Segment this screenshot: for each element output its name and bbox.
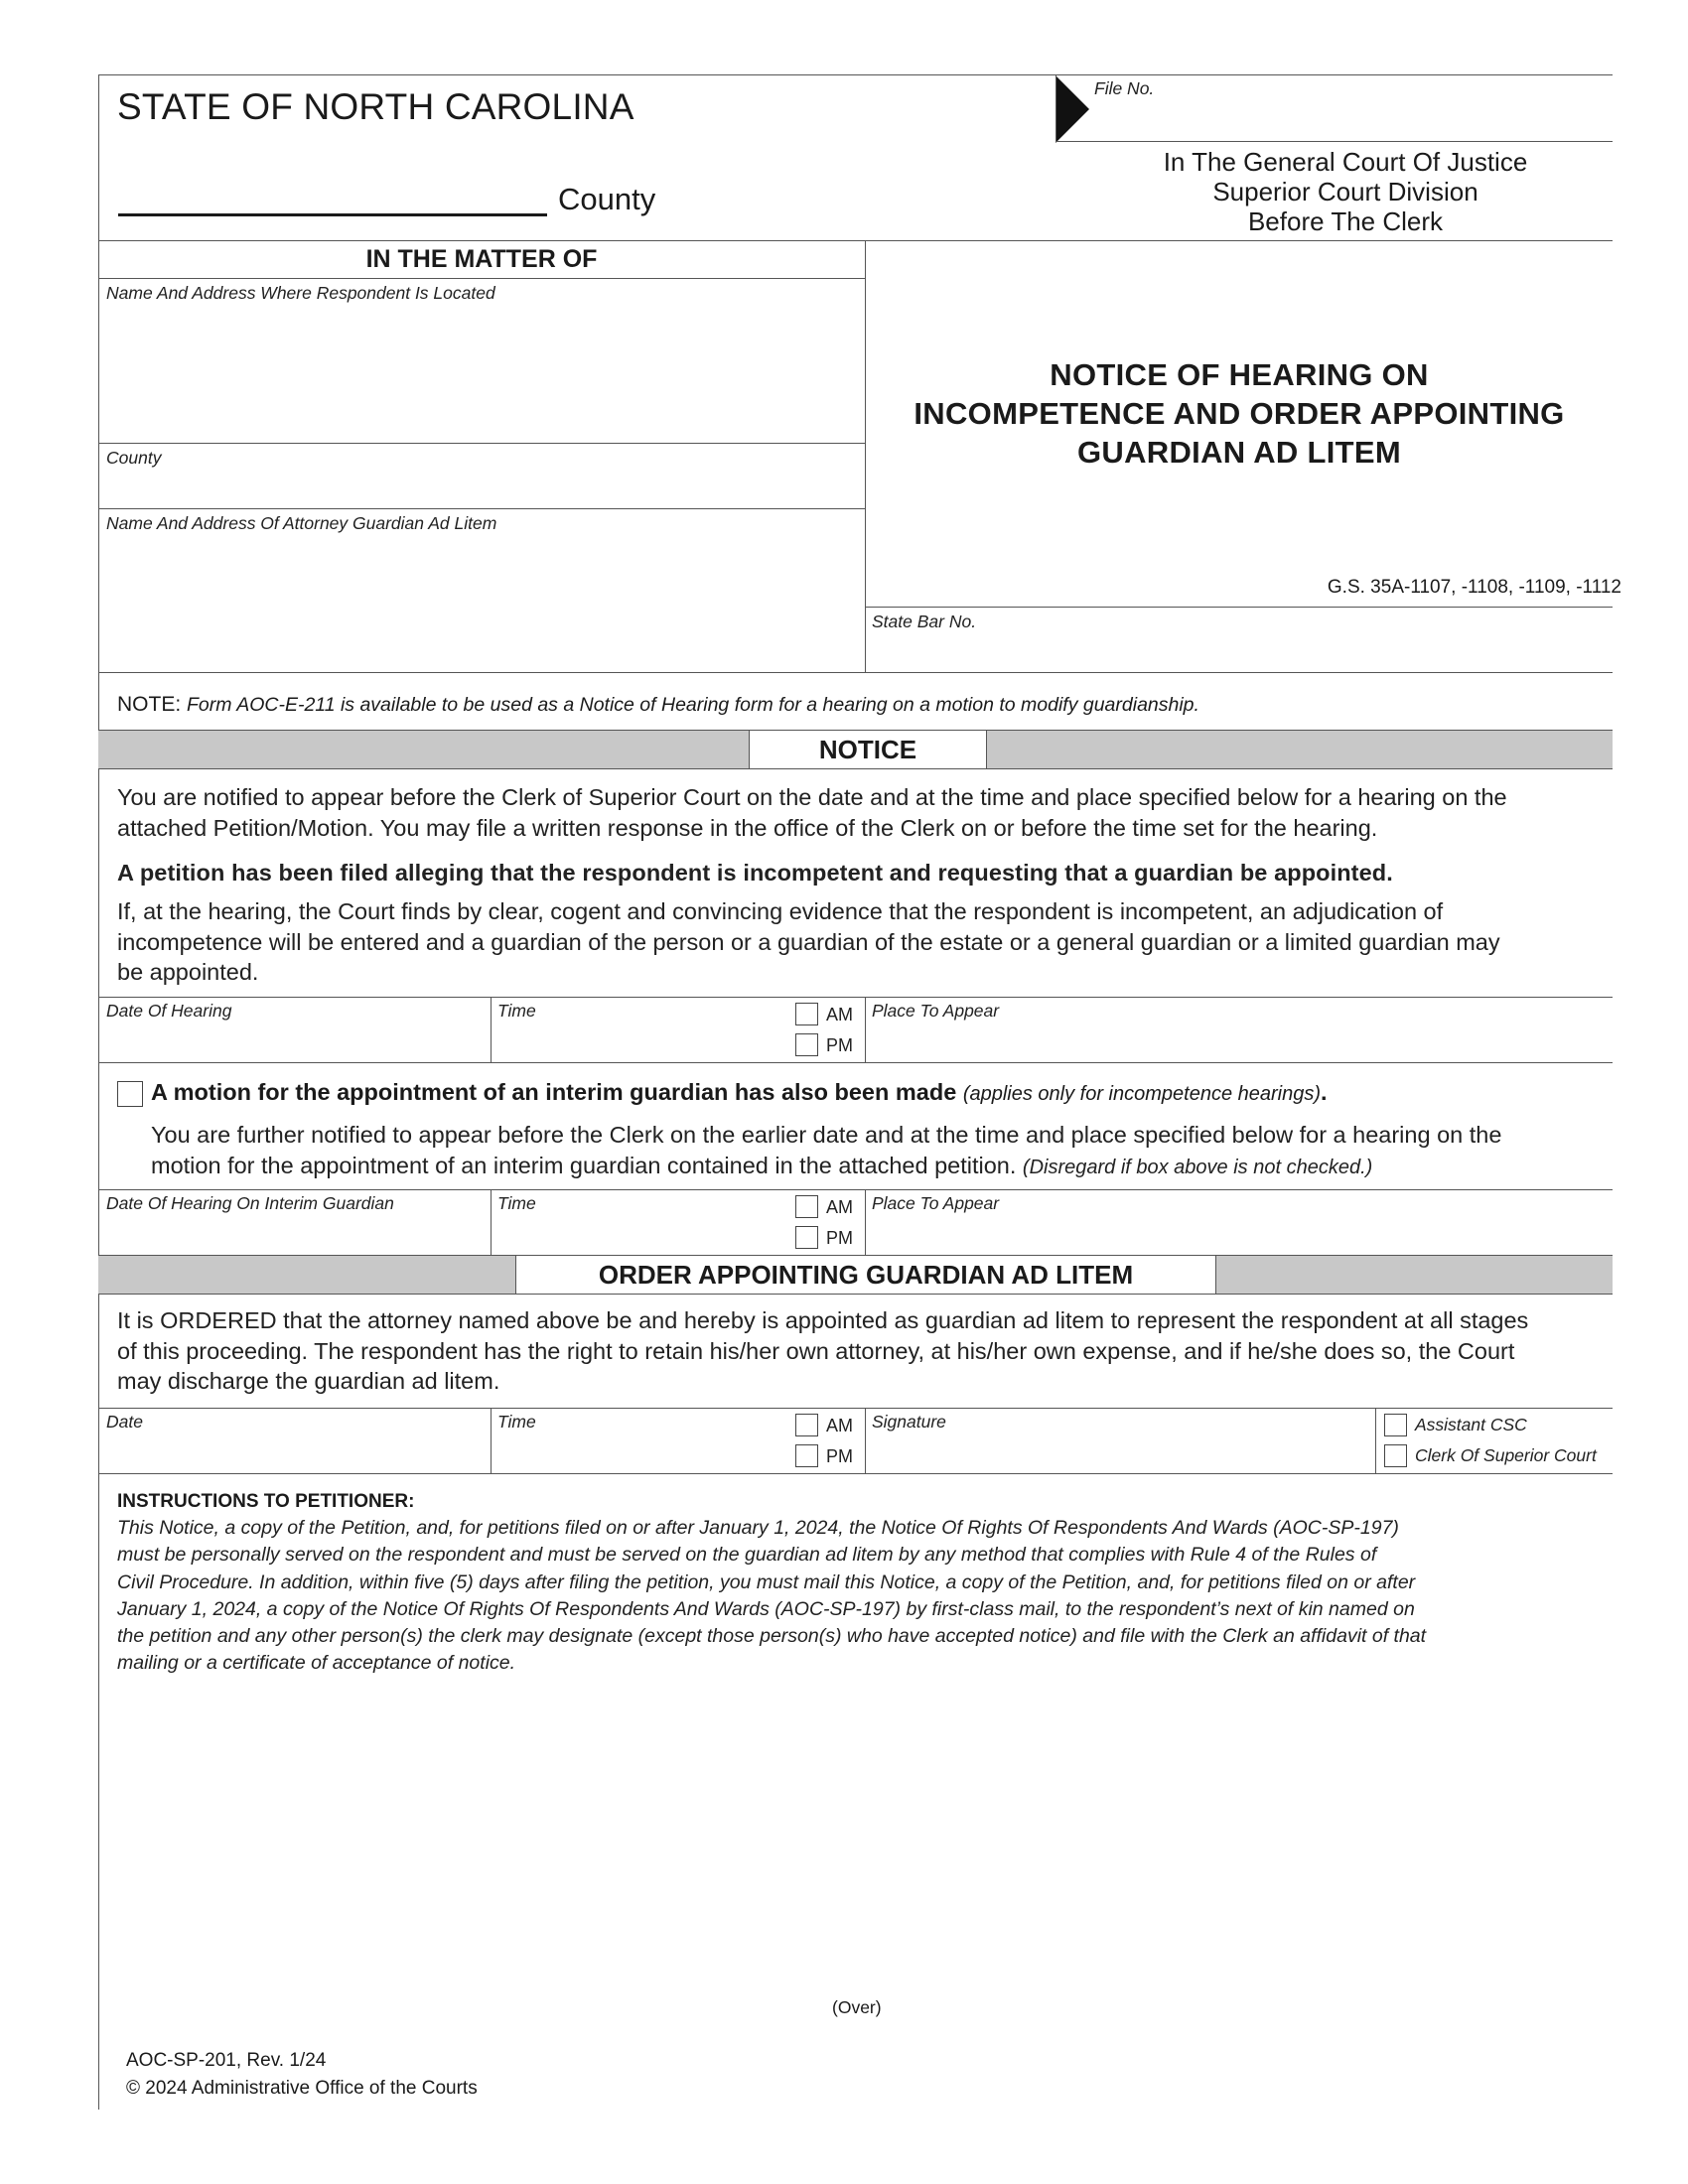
matter-bottom-rule bbox=[98, 672, 1613, 673]
order-pm-label: PM bbox=[826, 1446, 853, 1466]
note-line bbox=[117, 693, 1199, 717]
matter-heading: IN THE MATTER OF bbox=[365, 245, 598, 273]
matter-county-label: County bbox=[106, 448, 162, 468]
hearing-pm-label: PM bbox=[826, 1035, 853, 1055]
copyright: © 2024 Administrative Office of the Courts bbox=[126, 2078, 478, 2099]
file-no-arrow-icon bbox=[1055, 75, 1089, 143]
interim-para bbox=[151, 1120, 1606, 1182]
form-title-line-1: NOTICE OF HEARING ON bbox=[1050, 357, 1429, 392]
interim-pm-label: PM bbox=[826, 1228, 853, 1248]
hearing-row-div-1 bbox=[491, 997, 492, 1062]
hearing-row-bottom-rule bbox=[98, 1062, 1613, 1063]
form-title-line-2: INCOMPETENCE AND ORDER APPOINTING bbox=[914, 396, 1565, 431]
interim-time-input[interactable] bbox=[497, 1217, 785, 1251]
order-signature-input[interactable] bbox=[872, 1435, 1368, 1469]
county-underline bbox=[118, 213, 547, 216]
notice-para-1 bbox=[117, 782, 1607, 843]
hearing-row-div-2 bbox=[865, 997, 866, 1062]
instructions-line-1: This Notice, a copy of the Petition, and, for petitions filed on or after January 1, 2024, the Notice Of Rights Of Respondents And Wards (AOC-SP-197) bbox=[117, 1517, 1399, 1539]
county-name-input[interactable] bbox=[118, 179, 547, 212]
hearing-date-label: Date Of Hearing bbox=[106, 1001, 232, 1021]
matter-county-bottom-rule bbox=[98, 508, 865, 509]
interim-am-checkbox[interactable] bbox=[795, 1195, 818, 1218]
assistant-csc-checkbox[interactable] bbox=[1384, 1414, 1407, 1436]
order-time-input[interactable] bbox=[497, 1435, 785, 1469]
court-line-3: Before The Clerk bbox=[1247, 206, 1444, 236]
order-heading: ORDER APPOINTING GUARDIAN AD LITEM bbox=[515, 1255, 1216, 1295]
matter-county-input[interactable] bbox=[106, 471, 856, 504]
notice-para-2-line-2: incompetence will be entered and a guardian of the person or a guardian of the estate or a general guardian or a limited guardian may bbox=[117, 928, 1500, 955]
order-row-bottom-rule bbox=[98, 1473, 1613, 1474]
state-heading: STATE OF NORTH CAROLINA bbox=[117, 86, 634, 127]
order-para bbox=[117, 1305, 1607, 1397]
hearing-place-label: Place To Appear bbox=[872, 1001, 1000, 1021]
interim-row-div-2 bbox=[865, 1189, 866, 1255]
file-no-box-left bbox=[1055, 74, 1056, 142]
page-top-rule bbox=[98, 74, 1613, 75]
form-title-line-3: GUARDIAN AD LITEM bbox=[1077, 435, 1401, 470]
state-bar-label: State Bar No. bbox=[872, 612, 977, 631]
assistant-csc-label: Assistant CSC bbox=[1415, 1415, 1527, 1434]
court-line-2: Superior Court Division bbox=[1212, 177, 1478, 206]
interim-motion-bold: A motion for the appointment of an interim guardian has also been made bbox=[151, 1079, 957, 1105]
order-pm-checkbox[interactable] bbox=[795, 1444, 818, 1467]
interim-date-label: Date Of Hearing On Interim Guardian bbox=[106, 1193, 394, 1213]
matter-top-rule bbox=[98, 240, 1613, 241]
instructions-line-6: mailing or a certificate of acceptance of notice. bbox=[117, 1652, 516, 1675]
interim-date-input[interactable] bbox=[106, 1217, 484, 1251]
clerk-label: Clerk Of Superior Court bbox=[1415, 1445, 1597, 1465]
interim-pm-checkbox[interactable] bbox=[795, 1226, 818, 1249]
interim-para-note: (Disregard if box above is not checked.) bbox=[1022, 1156, 1373, 1178]
interim-para-line-1: You are further notified to appear before the Clerk on the earlier date and at the time and place specified below for a hearing on the bbox=[151, 1122, 1502, 1148]
court-line-1: In The General Court Of Justice bbox=[1163, 147, 1528, 177]
attorney-address-input[interactable] bbox=[106, 538, 856, 665]
order-row-top-rule bbox=[98, 1408, 1613, 1409]
notice-para-2-line-1: If, at the hearing, the Court finds by clear, cogent and convincing evidence that the respondent is incompetent, an adjudication of bbox=[117, 898, 1444, 924]
interim-row-top-rule bbox=[98, 1189, 1613, 1190]
order-time-label: Time bbox=[497, 1412, 536, 1432]
instructions-line-4: January 1, 2024, a copy of the Notice Of Rights Of Respondents And Wards (AOC-SP-197) by first-class mail, to the respondent’s next of kin named on bbox=[117, 1597, 1415, 1620]
interim-place-label: Place To Appear bbox=[872, 1193, 1000, 1213]
notice-para-2 bbox=[117, 896, 1607, 988]
note-label: NOTE: bbox=[117, 693, 182, 716]
hearing-time-label: Time bbox=[497, 1001, 536, 1021]
instructions-heading: INSTRUCTIONS TO PETITIONER: bbox=[117, 1491, 415, 1512]
instructions-line-2: must be personally served on the respondent and must be served on the guardian ad litem by any method that complies with Rule 4 of the Rules of bbox=[117, 1544, 1377, 1567]
state-bar-top-rule bbox=[865, 607, 1613, 608]
page-left-rule bbox=[98, 74, 99, 2110]
notice-para-1-line-1: You are notified to appear before the Clerk of Superior Court on the date and at the time and place specified below for a hearing on the bbox=[117, 784, 1507, 810]
interim-motion-line bbox=[151, 1079, 1328, 1106]
matter-heading-rule bbox=[98, 278, 865, 279]
interim-place-input[interactable] bbox=[872, 1217, 1602, 1251]
form-id: AOC-SP-201, Rev. 1/24 bbox=[126, 2050, 327, 2071]
notice-para-2-line-3: be appointed. bbox=[117, 959, 259, 985]
instructions-body bbox=[117, 1515, 1607, 1678]
interim-motion-note: (applies only for incompetence hearings) bbox=[962, 1083, 1322, 1105]
notice-para-1-line-2: attached Petition/Motion. You may file a written response in the office of the Clerk on or before the time set for the hearing. bbox=[117, 814, 1378, 841]
notice-heading: NOTICE bbox=[749, 730, 987, 769]
instructions-line-3: Civil Procedure. In addition, within five (5) days after filing the petition, you must mail this Notice, a copy of the Petition, and, for petitions filed on or after bbox=[117, 1570, 1416, 1593]
interim-motion-period: . bbox=[1321, 1079, 1328, 1105]
hearing-time-input[interactable] bbox=[497, 1024, 785, 1058]
order-row-div-2 bbox=[865, 1408, 866, 1473]
order-date-label: Date bbox=[106, 1412, 143, 1432]
interim-para-line-2 bbox=[151, 1151, 1606, 1183]
hearing-place-input[interactable] bbox=[872, 1024, 1602, 1058]
file-no-box-bottom bbox=[1055, 141, 1613, 142]
order-am-label: AM bbox=[826, 1416, 853, 1435]
hearing-date-input[interactable] bbox=[106, 1024, 484, 1058]
order-row-div-3 bbox=[1375, 1408, 1376, 1473]
order-para-line-2: of this proceeding. The respondent has the right to retain his/her own attorney, at his/her own expense, and if he/she does so, the Court bbox=[117, 1337, 1515, 1364]
notice-bold-line: A petition has been filed alleging that the respondent is incompetent and requesting that a guardian be appointed. bbox=[117, 860, 1393, 886]
hearing-am-label: AM bbox=[826, 1005, 853, 1024]
interim-time-label: Time bbox=[497, 1193, 536, 1213]
order-signature-label: Signature bbox=[872, 1412, 946, 1432]
interim-para-line-2-text: motion for the appointment of an interim guardian contained in the attached petition. bbox=[151, 1152, 1017, 1178]
statute-reference: G.S. 35A-1107, -1108, -1109, -1112 bbox=[1327, 577, 1621, 598]
respondent-label: Name And Address Where Respondent Is Located bbox=[106, 283, 495, 303]
order-am-checkbox[interactable] bbox=[795, 1414, 818, 1436]
court-heading bbox=[1092, 147, 1599, 236]
file-no-label: File No. bbox=[1094, 78, 1155, 98]
form-title bbox=[866, 355, 1613, 472]
instructions-line-5: the petition and any other person(s) the clerk may designate (except those person(s) who have accepted notice) and file with the Clerk an affidavit of that bbox=[117, 1625, 1427, 1648]
respondent-address-input[interactable] bbox=[106, 308, 856, 439]
over-marker: (Over) bbox=[832, 1997, 882, 2017]
hearing-pm-checkbox[interactable] bbox=[795, 1033, 818, 1056]
order-row-div-1 bbox=[491, 1408, 492, 1473]
respondent-bottom-rule bbox=[98, 443, 865, 444]
county-suffix: County bbox=[558, 182, 656, 216]
hearing-am-checkbox[interactable] bbox=[795, 1003, 818, 1025]
hearing-row-top-rule bbox=[98, 997, 1613, 998]
attorney-label: Name And Address Of Attorney Guardian Ad Litem bbox=[106, 513, 497, 533]
order-date-input[interactable] bbox=[106, 1435, 484, 1469]
file-no-input[interactable] bbox=[1094, 101, 1591, 135]
state-bar-input[interactable] bbox=[993, 625, 1589, 659]
order-para-line-1: It is ORDERED that the attorney named above be and hereby is appointed as guardian ad litem to represent the respondent at all stages bbox=[117, 1307, 1529, 1333]
interim-am-label: AM bbox=[826, 1197, 853, 1217]
interim-motion-checkbox[interactable] bbox=[117, 1081, 143, 1107]
order-para-line-3: may discharge the guardian ad litem. bbox=[117, 1368, 500, 1394]
interim-row-div-1 bbox=[491, 1189, 492, 1255]
clerk-checkbox[interactable] bbox=[1384, 1444, 1407, 1467]
note-text: Form AOC-E-211 is available to be used as a Notice of Hearing form for a hearing on a motion to modify guardianship. bbox=[187, 694, 1199, 716]
